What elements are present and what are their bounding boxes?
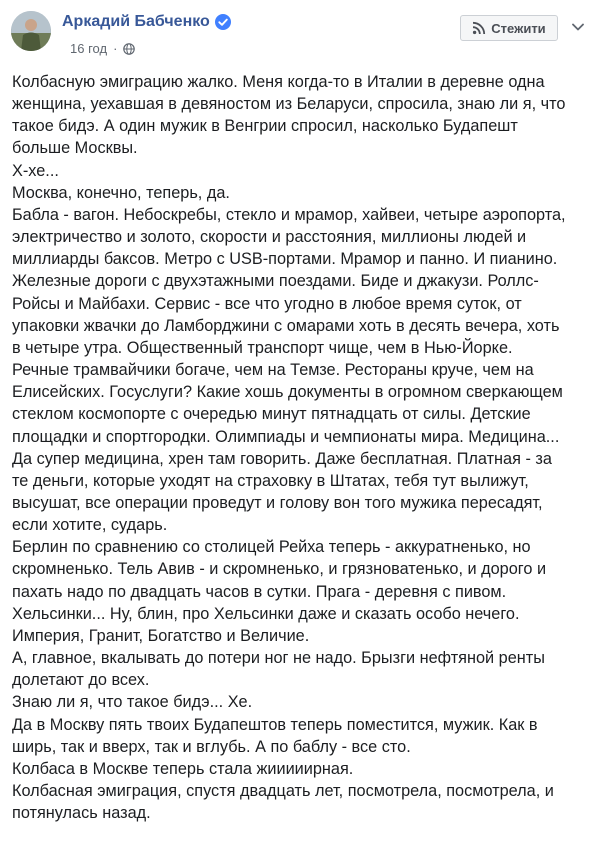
- post-text-line: те деньги, которые уходят на страховку в Штатах, тебя тут вылижут,: [12, 471, 529, 490]
- post-text-line: электричество и золото, скорости и расстояния, миллионы людей и: [12, 228, 527, 247]
- post-text-line: Бабла - вагон. Небоскребы, стекло и мрамор, хайвеи, четыре аэропорта,: [12, 205, 566, 224]
- post-options-button[interactable]: [565, 14, 591, 40]
- post-text-line: Ройсы и Майбахи. Сервис - все что угодно в любое время суток, от: [12, 294, 522, 313]
- post-text-line: Колбаса в Москве теперь стала жииииирная.: [12, 759, 354, 778]
- follow-button[interactable]: [460, 15, 558, 41]
- post-timestamp-link[interactable]: 16 год: [70, 41, 108, 56]
- post-text-line: скромненько. Тель Авив - и скромненько, и грязноватенько, и дорого и: [12, 560, 547, 579]
- post-text-line: А, главное, вкалывать до потери ног не надо. Брызги нефтяной ренты: [12, 649, 545, 668]
- post-meta: [70, 41, 135, 56]
- follow-button-label: Стежити: [491, 20, 546, 36]
- post-text-line: Берлин по сравнению со столицей Рейха теперь - аккуратненько, но: [12, 538, 531, 557]
- globe-icon[interactable]: [123, 43, 135, 55]
- post-text: [12, 71, 595, 824]
- avatar[interactable]: [11, 11, 51, 51]
- post-text-line: Империя, Гранит, Богатство и Величие.: [12, 626, 310, 645]
- meta-separator: ·: [113, 41, 118, 56]
- post-text-line: Х-хе...: [12, 161, 59, 180]
- post-text-line: Знаю ли я, что такое бидэ... Хе.: [12, 693, 253, 712]
- post-text-line: потянулась назад.: [12, 804, 151, 823]
- post-text-line: Да в Москву пять твоих Будапештов теперь поместится, мужик. Как в: [12, 715, 538, 734]
- rss-icon: [472, 21, 486, 35]
- avatar-photo-icon: [11, 11, 51, 51]
- post-text-line: если хотите, сударь.: [12, 516, 168, 535]
- post-text-line: ширь, так и вверх, так и вглубь. А по баблу - все сто.: [12, 737, 411, 756]
- post-text-line: в четыре утра. Общественный транспорт чище, чем в Нью-Йорке.: [12, 338, 513, 357]
- post-text-line: Елисейских. Госуслуги? Какие хошь документы в огромном сверкающем: [12, 383, 563, 402]
- post-text-line: такое бидэ. А один мужик в Венгрии спросил, насколько Будапешт: [12, 117, 518, 136]
- post-text-line: стеклом космопорте с очередью минут пятнадцать от силы. Детские: [12, 405, 531, 424]
- post-text-line: Хельсинки... Ну, блин, про Хельсинки даже и сказать особо нечего.: [12, 604, 520, 623]
- verified-badge-icon: [215, 14, 231, 30]
- post-header: [0, 0, 599, 70]
- post-text-line: Речные трамвайчики богаче, чем на Темзе. Рестораны круче, чем на: [12, 361, 534, 380]
- post-text-line: больше Москвы.: [12, 139, 138, 158]
- post-text-line: женщина, уехавшая в девяностом из Беларуси, спросила, знаю ли я, что: [12, 95, 566, 114]
- post-text-line: Колбасная эмиграция, спустя двадцать лет, посмотрела, посмотрела, и: [12, 782, 554, 800]
- post-text-line: высушат, все операции проведут и голову вон того мужика пересадят,: [12, 493, 543, 512]
- author-name-link[interactable]: Аркадий Бабченко: [62, 13, 210, 30]
- chevron-down-icon: [572, 23, 584, 31]
- post-text-line: Железные дороги с двухэтажными поездами. Биде и джакузи. Роллс-: [12, 272, 539, 291]
- post-text-line: площадки и спортгородки. Олимпиады и чемпионаты мира. Медицина...: [12, 427, 560, 446]
- post-text-line: Да супер медицина, хрен там говорить. Даже бесплатная. Платная - за: [12, 449, 552, 468]
- post-text-line: долетают до всех.: [12, 671, 150, 690]
- post-text-line: Москва, конечно, теперь, да.: [12, 183, 230, 202]
- post-text-line: упаковки жвачки до Ламборджини с омарами хоть в десять вечера, хоть: [12, 316, 560, 335]
- post-text-line: Колбасную эмиграцию жалко. Меня когда-то в Италии в деревне одна: [12, 73, 545, 91]
- post-text-line: миллиарды баксов. Метро с USB-портами. Мрамор и панно. И пианино.: [12, 250, 558, 269]
- post-text-line: пахать надо по двадцать часов в сутки. Прага - деревня с пивом.: [12, 582, 507, 601]
- author-row: [62, 13, 231, 31]
